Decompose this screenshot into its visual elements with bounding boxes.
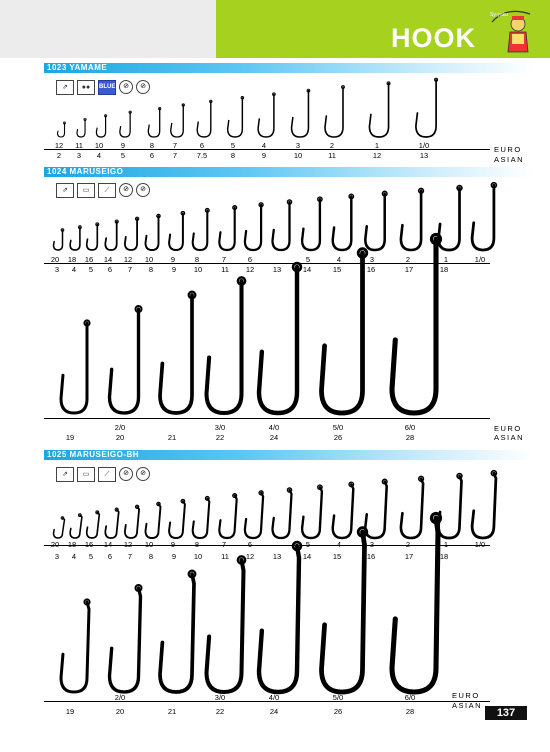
euro-size: 6 [199,141,205,150]
finish-icon: ▭ [77,183,95,198]
asian-size: 26 [333,707,343,716]
asian-size: 19 [65,433,75,442]
asian-size: 22 [215,707,225,716]
eye-icon: ⊘ [119,80,133,94]
euro-size: 4 [336,540,342,549]
hook-shape [472,473,496,538]
hook-shape [125,507,139,538]
asian-size: 16 [366,552,376,561]
euro-size: 16 [84,540,94,549]
section-title: 1024 MARUSEIGO [47,167,124,176]
euro-size: 3/0 [214,423,226,432]
hook-shape [193,210,208,250]
asian-size: 6 [149,151,155,160]
hook-shape [322,532,365,692]
hook-shape [87,512,100,538]
hook-shape [245,493,263,538]
euro-size: 12 [123,255,133,264]
asian-size: 13 [419,151,429,160]
euro-size: 1/0 [474,540,486,549]
euro-size: 6 [247,255,253,264]
euro-size: 2 [329,141,335,150]
finish-icon: ▭ [77,467,95,482]
euro-size: 8 [194,540,200,549]
euro-size: 1 [443,255,449,264]
hook-shape [120,112,130,137]
euro-size: 3 [295,141,301,150]
euro-size: 1/0 [474,255,486,264]
barb-icon: ⇗ [56,183,74,198]
asian-size: 13 [272,552,282,561]
hook-shape [169,501,185,538]
asian-size: 5 [88,552,94,561]
euro-size: 1 [443,540,449,549]
hook-shape [325,87,343,137]
asian-size: 12 [245,552,255,561]
asian-size: 17 [404,552,414,561]
euro-size: 10 [94,141,104,150]
hook-shape [54,230,63,250]
euro-size: 6/0 [404,423,416,432]
asian-size: 21 [167,707,177,716]
hook-shape [302,487,322,538]
hook-shape [416,80,436,137]
hook-shape [160,574,194,692]
hook-shape [148,109,159,137]
section-title: 1023 YAMAME [47,63,108,72]
euro-size: 9 [120,141,126,150]
euro-size: 20 [50,540,60,549]
hook-shape [259,267,297,413]
euro-size: 10 [144,540,154,549]
euro-size: 3 [369,540,375,549]
hook-shape [110,309,139,413]
hook-shape [105,222,116,250]
blue-finish-icon: BLUE [98,80,116,95]
asian-size: 4 [71,552,77,561]
euro-size: 4/0 [268,423,280,432]
euro-size: 9 [170,255,176,264]
euro-size: 6/0 [404,693,416,702]
euro-size: 4 [261,141,267,150]
asian-size: 10 [293,151,303,160]
hook-shape [70,227,80,250]
euro-size: 16 [84,255,94,264]
euro-size: 11 [75,141,83,150]
hook-shape [292,91,309,137]
hook-shape [369,83,388,137]
hook-shape [61,602,89,692]
asian-size: 14 [302,265,312,274]
asian-size: 24 [269,433,279,442]
asian-size: 10 [193,265,203,274]
hook-shape [70,515,82,538]
hook-shape [392,518,438,692]
euro-size: 10 [144,255,154,264]
euro-size: 2 [405,540,411,549]
asian-size: 7 [172,151,178,160]
hook-shape [160,295,192,413]
hook-shape [245,205,261,250]
asian-size: 12 [245,265,255,274]
asian-size: 8 [148,265,154,274]
spade-icon: ⟋ [98,467,116,482]
asian-size: 8 [148,552,154,561]
euro-size: 5/0 [332,693,344,702]
asian-size: 10 [193,552,203,561]
asian-size: 21 [167,433,177,442]
asian-size: 6 [107,552,113,561]
euro-size: 20 [50,255,60,264]
asian-size: 28 [405,707,415,716]
euro-size: 2/0 [114,693,126,702]
euro-size: 12 [54,141,64,150]
hook-shape [258,94,274,137]
euro-label: EURO [452,691,480,700]
hook-shape [401,191,421,250]
euro-size: 2/0 [114,423,126,432]
asian-label: ASIAN [452,701,483,710]
asian-size: 8 [230,151,236,160]
hook-shape [333,484,354,538]
hook-shape [169,213,183,250]
hook-shape [146,504,161,538]
asian-size: 2 [56,151,62,160]
asian-size: 5 [88,265,94,274]
hook-shape [61,323,87,413]
eye-icon: ⊘ [119,467,133,481]
hook-shape [54,518,65,538]
hook-shape [273,202,290,250]
asian-size: 15 [332,265,342,274]
offset-icon: ⊘ [136,183,150,197]
euro-size: 7 [172,141,178,150]
asian-size: 11 [221,552,229,561]
euro-size: 5 [230,141,236,150]
asian-size: 28 [405,433,415,442]
euro-size: 5 [305,255,311,264]
asian-size: 3 [54,265,60,274]
svg-text:Sy-yaku: Sy-yaku [490,12,509,18]
asian-size: 11 [328,151,336,160]
hook-shape [219,496,236,538]
hook-shape [365,482,386,538]
hook-shape [333,196,352,250]
asian-size: 9 [261,151,267,160]
euro-size: 6 [247,540,253,549]
euro-size: 1 [374,141,380,150]
asian-label: ASIAN [494,155,525,164]
euro-size: 1/0 [418,141,430,150]
asian-size: 5 [120,151,126,160]
euro-size: 3 [369,255,375,264]
asian-size: 15 [332,552,342,561]
hook-shape [401,479,423,538]
euro-size: 18 [67,540,77,549]
asian-size: 26 [333,433,343,442]
hook-shape [228,98,243,137]
hook-shape [58,123,65,137]
asian-size: 16 [366,265,376,274]
asian-size: 3 [54,552,60,561]
euro-size: 7 [221,255,227,264]
hook-shape [77,119,85,137]
page-title: HOOK [391,23,476,53]
asian-size: 6 [107,265,113,274]
hook-shape [302,199,320,250]
euro-size: 18 [67,255,77,264]
euro-size: 4 [336,255,342,264]
asian-size: 9 [171,265,177,274]
euro-size: 5/0 [332,423,344,432]
euro-size: 8 [149,141,155,150]
asian-size: 4 [96,151,102,160]
hook-shape [105,510,118,538]
offset-icon: ⊘ [136,467,150,481]
euro-size: 14 [103,255,113,264]
hook-shape [193,498,210,538]
asian-label: ASIAN [494,433,525,442]
barb-icon: ⇗ [56,467,74,482]
euro-label: EURO [494,145,522,154]
asian-size: 22 [215,433,225,442]
hook-shape [171,105,184,137]
hook-shape [259,546,299,692]
hook-shape [273,490,292,538]
euro-size: 12 [123,540,133,549]
asian-size: 7 [127,552,133,561]
euro-size: 9 [170,540,176,549]
asian-size: 7 [127,265,133,274]
finish-icon: ●● [77,80,95,95]
section-title: 1025 MARUSEIGO-BH [47,450,140,459]
page-number: 137 [485,706,527,720]
asian-size: 9 [171,552,177,561]
hook-shape [146,216,159,250]
asian-size: 3 [76,151,82,160]
asian-size: 17 [404,265,414,274]
hook-shape [207,560,244,692]
euro-size: 8 [194,255,200,264]
euro-size: 2 [405,255,411,264]
asian-size: 12 [372,151,382,160]
hook-shape [392,239,436,413]
hook-shape [322,253,363,413]
asian-size: 14 [302,552,312,561]
euro-size: 7 [221,540,227,549]
euro-size: 4/0 [268,693,280,702]
hook-shape [125,219,137,250]
hook-shape [472,185,494,250]
asian-size: 13 [272,265,282,274]
asian-size: 11 [221,265,229,274]
hook-shape [207,281,242,413]
hook-shape [87,224,98,250]
eye-icon: ⊘ [119,183,133,197]
hook-shape [96,116,105,137]
euro-label: EURO [494,424,522,433]
asian-size: 7.5 [196,151,208,160]
hook-shape [197,101,211,137]
asian-size: 20 [115,433,125,442]
hook-shape [439,476,462,538]
euro-size: 5 [305,540,311,549]
barb-icon: ⇗ [56,80,74,95]
asian-size: 20 [115,707,125,716]
asian-size: 19 [65,707,75,716]
spade-icon: ⟋ [98,183,116,198]
hook-shape [365,194,384,250]
hook-shape [110,588,141,692]
hook-shape [219,208,234,250]
offset-icon: ⊘ [136,80,150,94]
asian-size: 4 [71,265,77,274]
euro-size: 14 [103,540,113,549]
asian-size: 18 [439,265,449,274]
asian-size: 18 [439,552,449,561]
asian-size: 24 [269,707,279,716]
euro-size: 3/0 [214,693,226,702]
